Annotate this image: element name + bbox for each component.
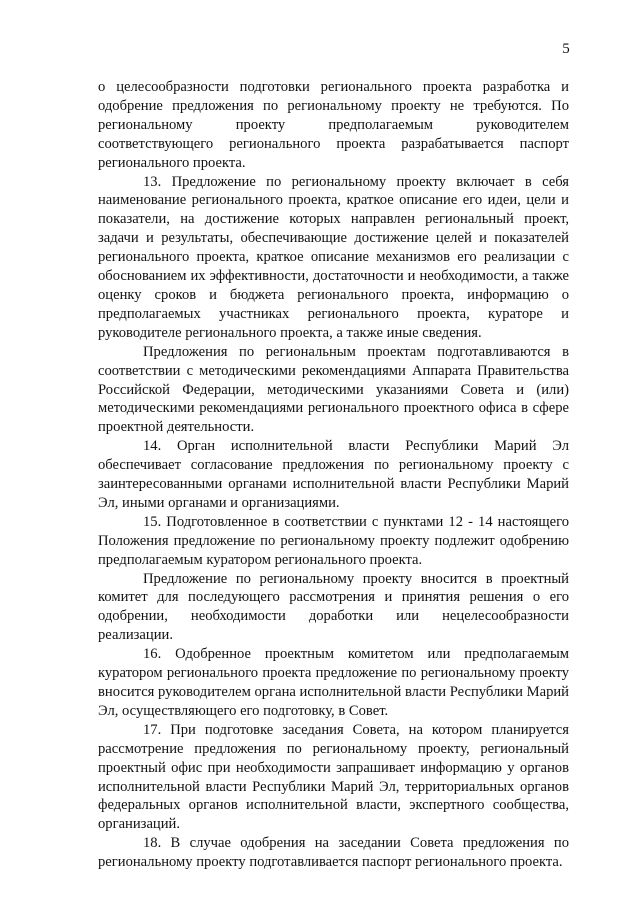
paragraph-item-13-methodology: Предложения по региональным проектам подготавливаются в соответствии с методическими рекомендациями Аппарата Правительства Российской Федерации, методическими указаниями Совета и (или) методическими рекомендациями регионального проектного офиса в сфере проектной деятельности.: [98, 343, 569, 436]
document-body: [98, 78, 569, 872]
page-number: 5: [562, 41, 570, 57]
paragraph-item-15: 15. Подготовленное в соответствии с пунктами 12 - 14 настоящего Положения предложение по региональному проекту подлежит одобрению предполагаемым куратором регионального проекта.: [98, 513, 569, 568]
paragraph-item-18: 18. В случае одобрения на заседании Совета предложения по региональному проекту подготавливается паспорт регионального проекта.: [98, 835, 569, 871]
paragraph-item-13: 13. Предложение по региональному проекту включает в себя наименование регионального проекта, краткое описание его идеи, цели и показатели, на достижение которых направлен региональный проект, задачи и результаты, обеспечивающие достижение целей и показателей регионального проекта, краткое описание механизмов его реализации с обоснованием их эффективности, достаточности и необходимости, а также оценку сроков и бюджета регионального проекта, информацию о предполагаемых участниках регионального проекта, кураторе и руководителе регионального проекта, а также иные сведения.: [98, 173, 569, 341]
paragraph-item-14: 14. Орган исполнительной власти Республики Марий Эл обеспечивает согласование предложения по региональному проекту с заинтересованными органами исполнительной власти Республики Марий Эл, иными органами и организациями.: [98, 438, 569, 511]
paragraph-item-17: 17. При подготовке заседания Совета, на котором планируется рассмотрение предложения по региональному проекту, региональный проектный офис при необходимости запрашивает информацию у органов исполнительной власти Республики Марий Эл, территориальных органов федеральных органов исполнительной власти, экспертного сообщества, организаций.: [98, 721, 569, 833]
paragraph-item-15-committee: Предложение по региональному проекту вносится в проектный комитет для последующего рассмотрения и принятия решения о его одобрении, необходимости доработки или нецелесообразности реализации.: [98, 570, 569, 644]
paragraph-item-16: 16. Одобренное проектным комитетом или предполагаемым куратором регионального проекта предложение по региональному проекту вносится руководителем органа исполнительной власти Республики Марий Эл, осуществляющего его подготовку, в Совет.: [98, 646, 569, 719]
paragraph-continuation: о целесообразности подготовки регионального проекта разработка и одобрение предложения по региональному проекту не требуются. По региональному проекту предполагаемым руководителем соответствующего регионального проекта разрабатывается паспорт регионального проекта.: [98, 79, 569, 171]
